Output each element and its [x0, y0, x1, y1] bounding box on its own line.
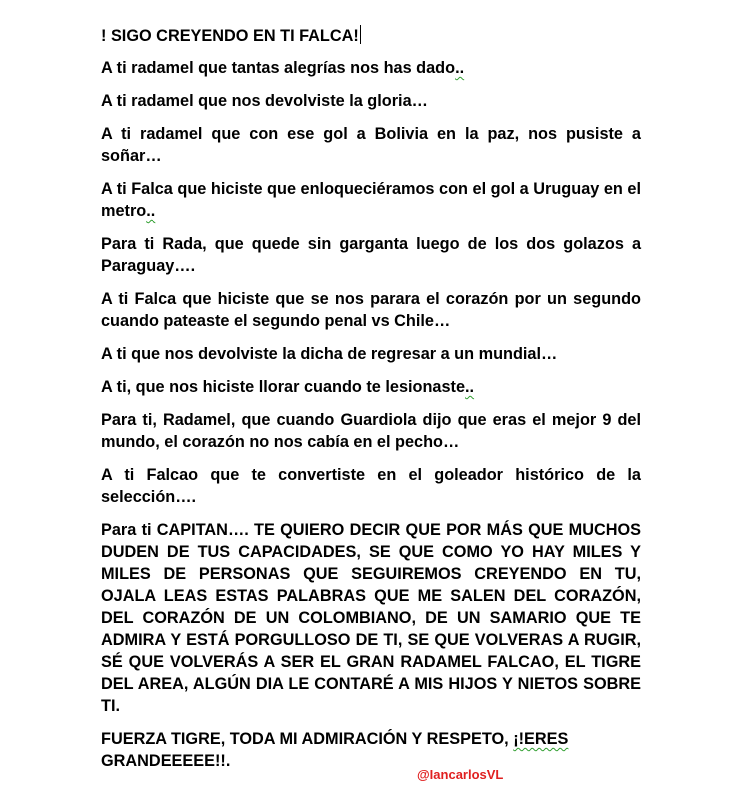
- watermark-handle: @IancarlosVL: [417, 767, 504, 782]
- paragraph-text: A ti, que nos hiciste llorar cuando te lesionaste: [101, 378, 465, 396]
- paragraph-text-end: GRANDEEEEE!!.: [101, 752, 231, 770]
- paragraph-4: [101, 178, 641, 222]
- paragraph-1: [101, 57, 641, 79]
- paragraph-7: [101, 343, 641, 365]
- spellcheck-mark: ..: [146, 202, 156, 220]
- paragraph-5: [101, 233, 641, 277]
- paragraph-text: A ti que nos devolviste la dicha de regresar a un mundial…: [101, 345, 558, 363]
- paragraph-text: A ti Falca que hiciste que enloqueciéramos con el gol a Uruguay en el metro: [101, 180, 641, 220]
- paragraph-9: [101, 409, 641, 453]
- spellcheck-mark: ..: [465, 378, 475, 396]
- paragraph-text: FUERZA TIGRE, TODA MI ADMIRACIÓN Y RESPETO,: [101, 730, 514, 748]
- spellcheck-mark: ..: [455, 59, 465, 77]
- document-body[interactable]: [101, 25, 641, 783]
- title-text: ! SIGO CREYENDO EN TI FALCA!: [101, 27, 359, 45]
- paragraph-2: [101, 90, 641, 112]
- paragraph-text: A ti Falcao que te convertiste en el goleador histórico de la selección….: [101, 466, 641, 506]
- paragraph-12: [101, 728, 641, 772]
- paragraph-10: [101, 464, 641, 508]
- paragraph-3: [101, 123, 641, 167]
- document-title: [101, 25, 641, 47]
- paragraph-text: A ti radamel que con ese gol a Bolivia en la paz, nos pusiste a soñar…: [101, 125, 641, 165]
- paragraph-text: A ti Falca que hiciste que se nos parara el corazón por un segundo cuando pateaste el segundo penal vs Chile…: [101, 290, 641, 330]
- text-cursor: [360, 25, 361, 44]
- paragraph-text: A ti radamel que nos devolviste la gloria…: [101, 92, 428, 110]
- paragraph-6: [101, 288, 641, 332]
- paragraph-11: [101, 519, 641, 717]
- paragraph-text: A ti radamel que tantas alegrías nos has dado: [101, 59, 456, 77]
- paragraph-text: Para ti Rada, que quede sin garganta luego de los dos golazos a Paraguay….: [101, 235, 641, 275]
- paragraph-text: Para ti, Radamel, que cuando Guardiola dijo que eras el mejor 9 del mundo, el corazón no nos cabía en el pecho…: [101, 411, 641, 451]
- paragraph-8: [101, 376, 641, 398]
- spellcheck-mark: ¡!ERES: [513, 730, 569, 748]
- paragraph-text: Para ti CAPITAN…. TE QUIERO DECIR QUE POR MÁS QUE MUCHOS DUDEN DE TUS CAPACIDADES, SE QUE COMO YO HAY MILES Y MILES DE PERSONAS QUE SEGUIREMOS CREYENDO EN TU, OJALA LEAS ESTAS PALABRAS QUE ME SALEN DEL CORAZÓN, DEL CORAZÓN DE UN COLOMBIANO, DE UN SAMARIO QUE TE ADMIRA Y ESTÁ PORGULLOSO DE TI, SE QUE VOLVERAS A RUGIR, SÉ QUE VOLVERÁS A SER EL GRAN RADAMEL FALCAO, EL TIGRE DEL AREA, ALGÚN DIA LE CONTARÉ A MIS HIJOS Y NIETOS SOBRE TI.: [101, 521, 641, 715]
